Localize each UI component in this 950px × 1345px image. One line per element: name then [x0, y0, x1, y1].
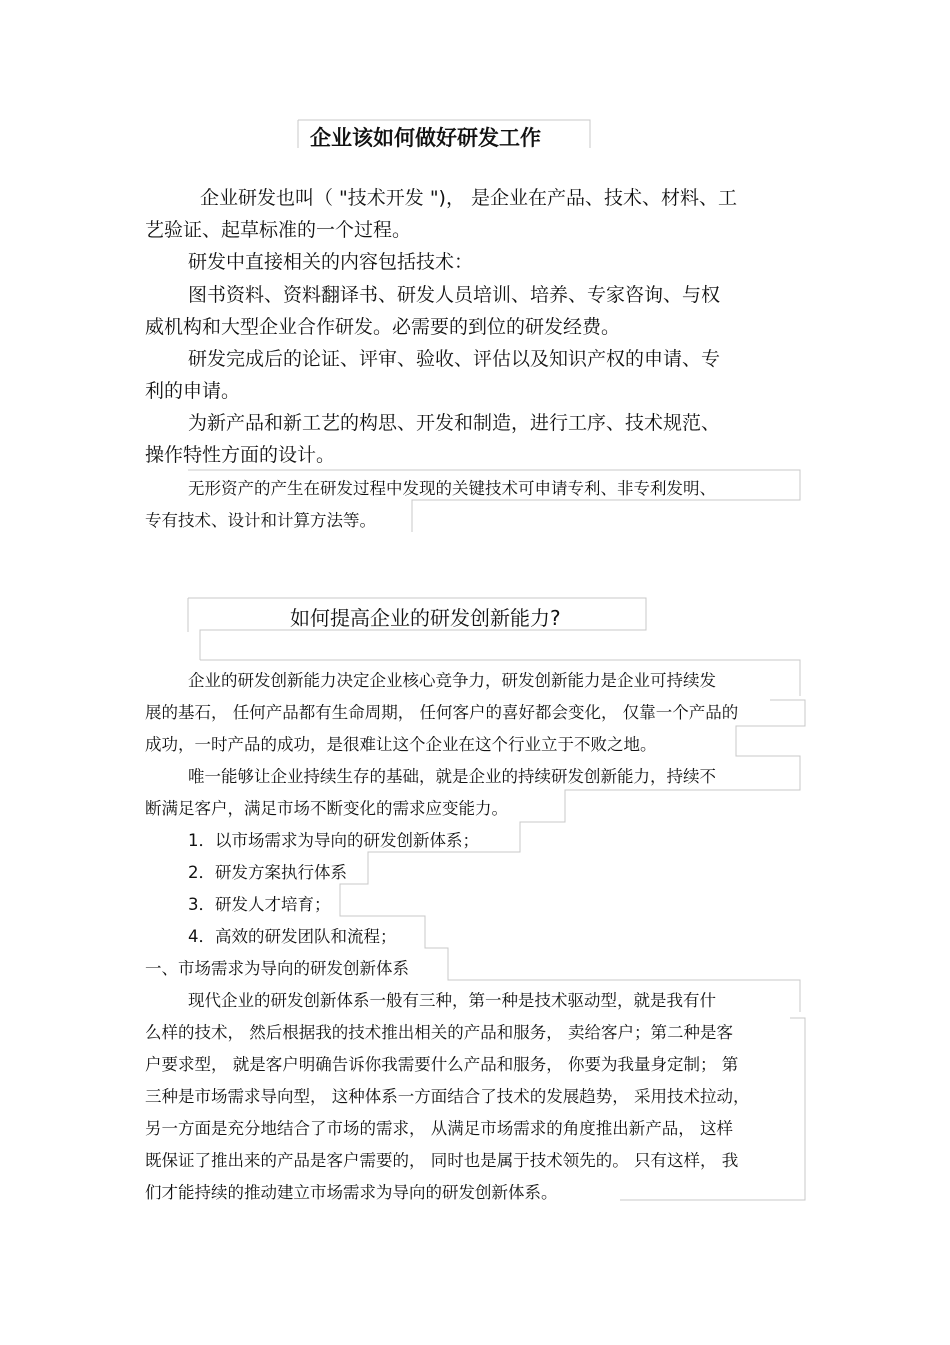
paragraph-line: 既保证了推出来的产品是客户需要的， 同时也是属于技术领先的。 只有这样， 我 — [145, 1151, 739, 1170]
paragraph-line: 无形资产的产生在研发过程中发现的关键技术可申请专利、非专利发明、 — [188, 479, 716, 498]
paragraph-line: 展的基石， 任何产品都有生命周期， 任何客户的喜好都会变化， 仅靠一个产品的 — [145, 703, 739, 722]
paragraph-line: 们才能持续的推动建立市场需求为导向的研发创新体系。 — [145, 1183, 558, 1202]
paragraph-line: 研发完成后的论证、评审、验收、评估以及知识产权的申请、专 — [188, 348, 721, 370]
paragraph-line: 图书资料、资料翻译书、研发人员培训、培养、专家咨询、与权 — [188, 284, 721, 306]
paragraph-line: 利的申请。 — [145, 380, 241, 402]
subsection-heading: 一、市场需求为导向的研发创新体系 — [145, 959, 409, 978]
paragraph-line: 断满足客户，满足市场不断变化的需求应变能力。 — [145, 799, 508, 818]
section-title: 如何提高企业的研发创新能力? — [290, 606, 561, 630]
list-item: 3．研发人才培育； — [188, 895, 331, 914]
paragraph-line: 企业研发也叫（ "技术开发 ")， 是企业在产品、技术、材料、工 — [200, 187, 738, 209]
paragraph-line: 么样的技术， 然后根据我的技术推出相关的产品和服务， 卖给客户；第二种是客 — [145, 1023, 733, 1042]
paragraph-line: 企业的研发创新能力决定企业核心竞争力，研发创新能力是企业可持续发 — [188, 671, 716, 690]
paragraph-line: 三种是市场需求导向型， 这种体系一方面结合了技术的发展趋势， 采用技术拉动， — [145, 1087, 750, 1106]
paragraph-line: 为新产品和新工艺的构思、开发和制造，进行工序、技术规范、 — [188, 412, 721, 434]
paragraph-line: 户要求型， 就是客户明确告诉你我需要什么产品和服务， 你要为我量身定制； 第 — [145, 1055, 739, 1074]
paragraph-line: 现代企业的研发创新体系一般有三种，第一种是技术驱动型，就是我有什 — [188, 991, 716, 1010]
paragraph-line: 操作特性方面的设计。 — [145, 444, 336, 466]
paragraph-line: 艺验证、起草标准的一个过程。 — [145, 219, 412, 241]
list-item: 1．以市场需求为导向的研发创新体系； — [188, 831, 479, 850]
paragraph-line: 专有技术、设计和计算方法等。 — [145, 511, 376, 530]
paragraph-line: 威机构和大型企业合作研发。必需要的到位的研发经费。 — [145, 316, 621, 338]
list-item: 2．研发方案执行体系 — [188, 863, 347, 882]
page-title: 企业该如何做好研发工作 — [310, 126, 541, 150]
paragraph-line: 唯一能够让企业持续生存的基础，就是企业的持续研发创新能力，持续不 — [188, 767, 716, 786]
paragraph-line: 另一方面是充分地结合了市场的需求， 从满足市场需求的角度推出新产品， 这样 — [145, 1119, 733, 1138]
paragraph-line: 研发中直接相关的内容包括技术： — [188, 251, 474, 273]
list-item: 4．高效的研发团队和流程； — [188, 927, 397, 946]
paragraph-line: 成功，一时产品的成功，是很难让这个企业在这个行业立于不败之地。 — [145, 735, 657, 754]
